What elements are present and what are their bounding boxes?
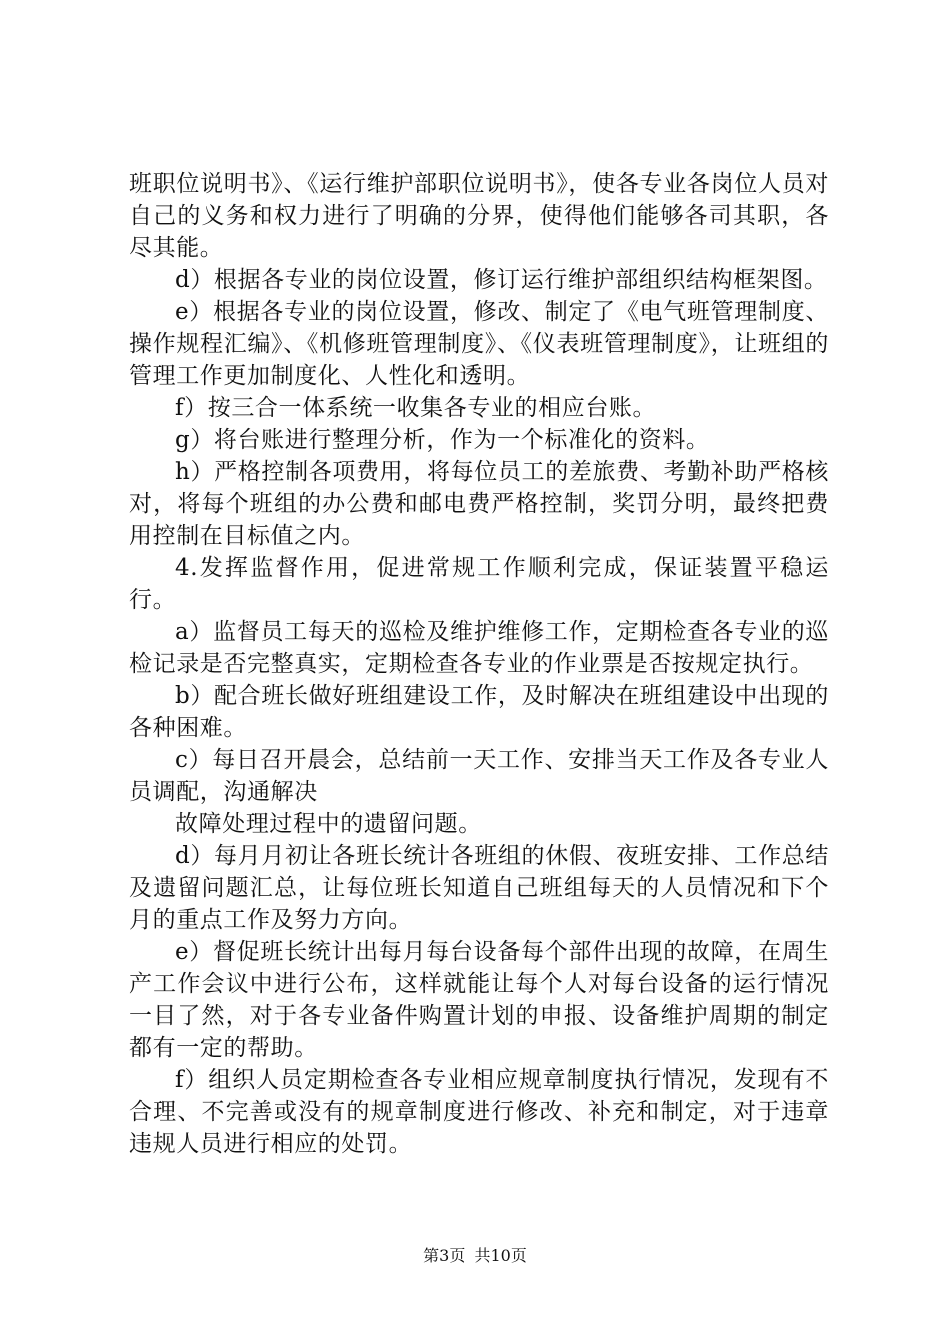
paragraph-8: b）配合班长做好班组建设工作，及时解决在班组建设中出现的各种困难。: [129, 683, 829, 741]
paragraph-0: 班职位说明书》、《运行维护部职位说明书》，使各专业各岗位人员对自己的义务和权力进行了明确的分界，使得他们能够各司其职，各尽其能。: [129, 171, 829, 261]
paragraph-10: 故障处理过程中的遗留问题。: [175, 811, 482, 837]
paragraph-9: c）每日召开晨会，总结前一天工作、安排当天工作及各专业人员调配，沟通解决: [129, 747, 829, 805]
paragraph-2: e）根据各专业的岗位设置，修改、制定了《电气班管理制度、操作规程汇编》、《机修班管理制度》、《仪表班管理制度》，让班组的管理工作更加制度化、人性化和透明。: [129, 299, 829, 389]
paragraph-12: e）督促班长统计出每月每台设备每个部件出现的故障，在周生产工作会议中进行公布，这样就能让每个人对每台设备的运行情况一目了然，对于各专业备件购置计划的申报、设备维护周期的制定都有一定的帮助。: [129, 939, 829, 1061]
paragraph-11: d）每月月初让各班长统计各班组的休假、夜班安排、工作总结及遗留问题汇总，让每位班长知道自己班组每天的人员情况和下个月的重点工作及努力方向。: [129, 843, 829, 933]
paragraph-13: f）组织人员定期检查各专业相应规章制度执行情况，发现有不合理、不完善或没有的规章制度进行修改、补充和制定，对于违章违规人员进行相应的处罚。: [129, 1067, 829, 1157]
page-number: 第3页: [423, 1246, 466, 1265]
paragraph-6: 4.发挥监督作用，促进常规工作顺利完成，保证装置平稳运行。: [129, 555, 829, 613]
paragraph-3: f）按三合一体系统一收集各专业的相应台账。: [175, 395, 657, 421]
paragraph-1: d）根据各专业的岗位设置，修订运行维护部组织结构框架图。: [175, 267, 828, 293]
page-footer: [0, 1243, 950, 1266]
paragraph-4: g）将台账进行整理分析，作为一个标准化的资料。: [175, 427, 710, 453]
paragraph-7: a）监督员工每天的巡检及维护维修工作，定期检查各专业的巡检记录是否完整真实，定期检查各专业的作业票是否按规定执行。: [129, 619, 829, 677]
page-total: 共10页: [474, 1246, 527, 1265]
document-body: [129, 168, 829, 1160]
paragraph-5: h）严格控制各项费用，将每位员工的差旅费、考勤补助严格核对，将每个班组的办公费和邮电费严格控制，奖罚分明，最终把费用控制在目标值之内。: [129, 459, 829, 549]
